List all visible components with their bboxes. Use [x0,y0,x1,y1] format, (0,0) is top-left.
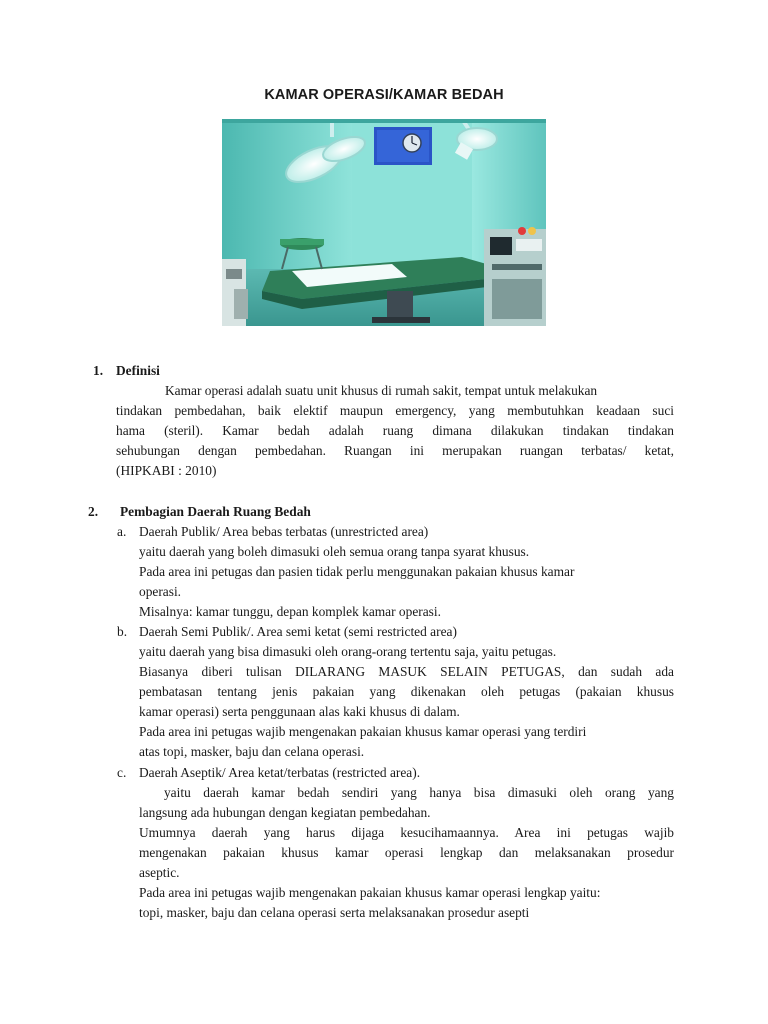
item-b-title: Daerah Semi Publik/. Area semi ketat (semi restricted area) [139,624,457,639]
item-b-line: Pada area ini petugas wajib mengenakan pakaian khusus kamar operasi yang terdiri [139,724,587,739]
item-c-line: topi, masker, baju dan celana operasi serta melaksanakan prosedur asepti [139,905,530,920]
item-b-line: atas topi, masker, baju dan celana operasi. [139,744,365,759]
item-c-line: yaitu daerah kamar bedah sendiri yang hanya bisa dimasuki oleh orang yang [139,785,674,800]
item-a-title: Daerah Publik/ Area bebas terbatas (unrestricted area) [139,524,429,539]
item-b-line: yaitu daerah yang bisa dimasuki oleh orang-orang tertentu saja, yaitu petugas. [139,644,557,659]
item-b-letter: b. [117,624,128,639]
item-c-line: Umumnya daerah yang harus dijaga kesucihamaannya. Area ini petugas wajib [139,825,674,840]
item-b-line: Biasanya diberi tulisan DILARANG MASUK SELAIN PETUGAS, dan sudah ada [139,664,674,679]
section-2-number: 2. [88,504,99,519]
operating-room-photo [222,119,546,326]
item-c-line: langsung ada hubungan dengan kegiatan pembedahan. [139,805,431,820]
item-a-line: yaitu daerah yang boleh dimasuki oleh semua orang tanpa syarat khusus. [139,544,530,559]
item-b-line: pembatasan tentang jenis pakaian yang dikenakan oleh petugas (pakaian khusus [139,684,674,699]
item-a-line: Misalnya: kamar tunggu, depan komplek kamar operasi. [139,604,441,619]
item-c-line: Pada area ini petugas wajib mengenakan pakaian khusus kamar operasi lengkap yaitu: [139,885,601,900]
section-1-line: hama (steril). Kamar bedah adalah ruang dimana dilakukan tindakan tindakan [116,423,674,438]
item-a-letter: a. [117,524,127,539]
section-2-heading: Pembagian Daerah Ruang Bedah [120,504,311,519]
item-c-title: Daerah Aseptik/ Area ketat/terbatas (restricted area). [139,765,421,780]
section-1-number: 1. [93,363,104,378]
item-c-letter: c. [117,765,127,780]
section-1-line: sehubungan dengan pembedahan. Ruangan ini merupakan ruangan terbatas/ ketat, [116,443,674,458]
section-1-heading: Definisi [116,363,160,378]
section-1-line: (HIPKABI : 2010) [116,463,217,478]
section-1-line: Kamar operasi adalah suatu unit khusus di rumah sakit, tempat untuk melakukan [165,383,598,398]
item-a-line: operasi. [139,584,182,599]
page-title: KAMAR OPERASI/KAMAR BEDAH [264,87,504,103]
item-b-line: kamar operasi) serta penggunaan alas kaki khusus di dalam. [139,704,460,719]
item-a-line: Pada area ini petugas dan pasien tidak perlu menggunakan pakaian khusus kamar [139,564,575,579]
item-c-line: mengenakan pakaian khusus kamar operasi lengkap dan melaksanakan prosedur [139,845,674,860]
section-1-line: tindakan pembedahan, baik elektif maupun emergency, yang membutuhkan keadaan suci [116,403,674,418]
item-c-line: aseptic. [139,865,180,880]
